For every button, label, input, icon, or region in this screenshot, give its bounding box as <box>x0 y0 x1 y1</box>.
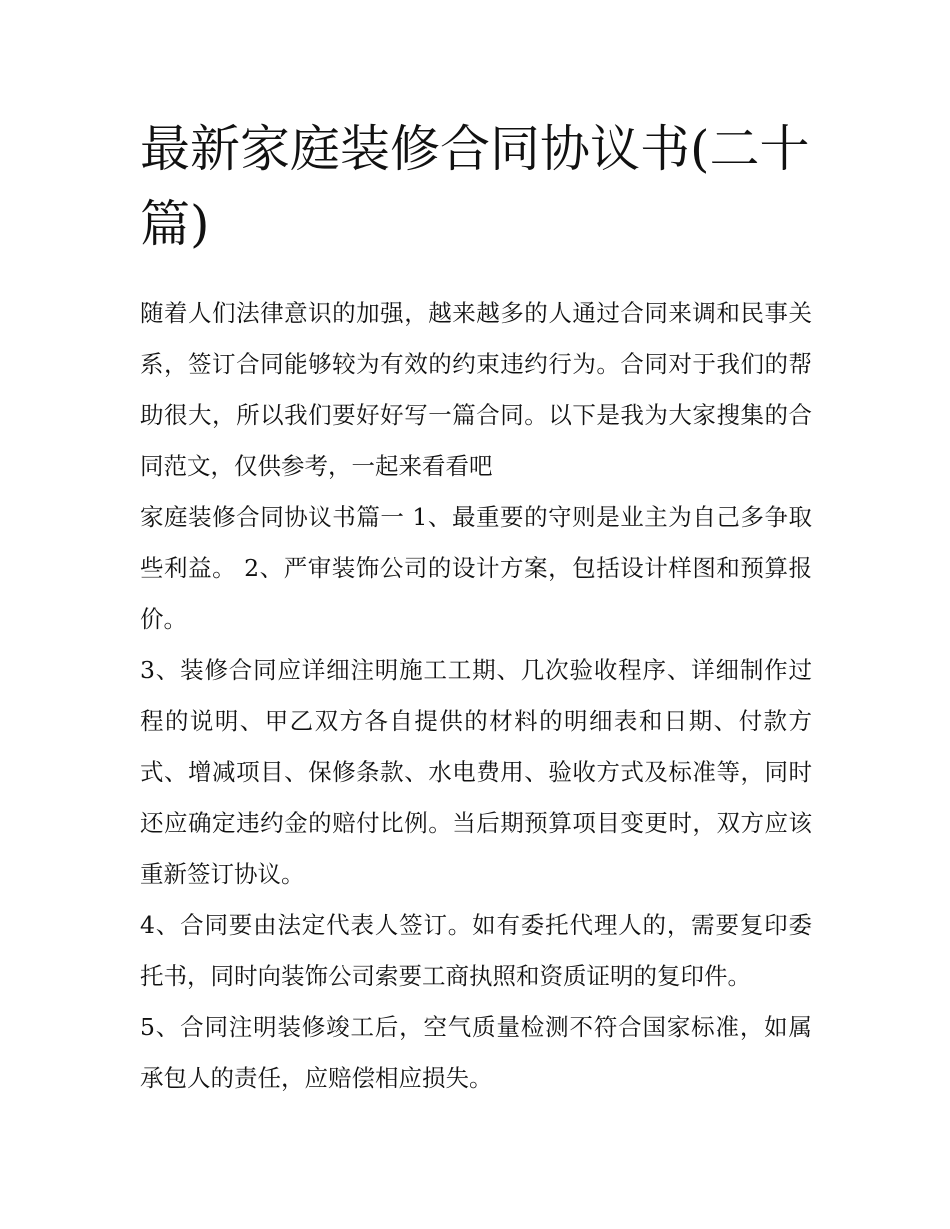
paragraph-rule-5: 5、合同注明装修竣工后，空气质量检测不符合国家标准，如属承包人的责任，应赔偿相应损失。 <box>140 1013 812 1092</box>
paragraph-rule-3: 3、装修合同应详细注明施工工期、几次验收程序、详细制作过程的说明、甲乙双方各自提供的材料的明细表和日期、付款方式、增减项目、保修条款、水电费用、验收方式及标准等，同时还应确定违约金的赔付比例。当后期预算项目变更时，双方应该重新签订协议。 <box>140 656 812 888</box>
paragraph-rule-4: 4、合同要由法定代表人签订。如有委托代理人的，需要复印委托书，同时向装饰公司索要工商执照和资质证明的复印件。 <box>140 911 812 990</box>
paragraph-intro: 随着人们法律意识的加强，越来越多的人通过合同来调和民事关系，签订合同能够较为有效的约束违约行为。合同对于我们的帮助很大，所以我们要好好写一篇合同。以下是我为大家搜集的合同范文，仅供参考，一起来看看吧 <box>140 299 812 480</box>
paragraph-rules-1-2: 家庭装修合同协议书篇一 1、最重要的守则是业主为自己多争取些利益。 2、严审装饰公司的设计方案，包括设计样图和预算报价。 <box>140 503 812 633</box>
document-title: 最新家庭装修合同协议书(二十篇) <box>140 120 810 253</box>
document-body <box>140 112 812 1104</box>
